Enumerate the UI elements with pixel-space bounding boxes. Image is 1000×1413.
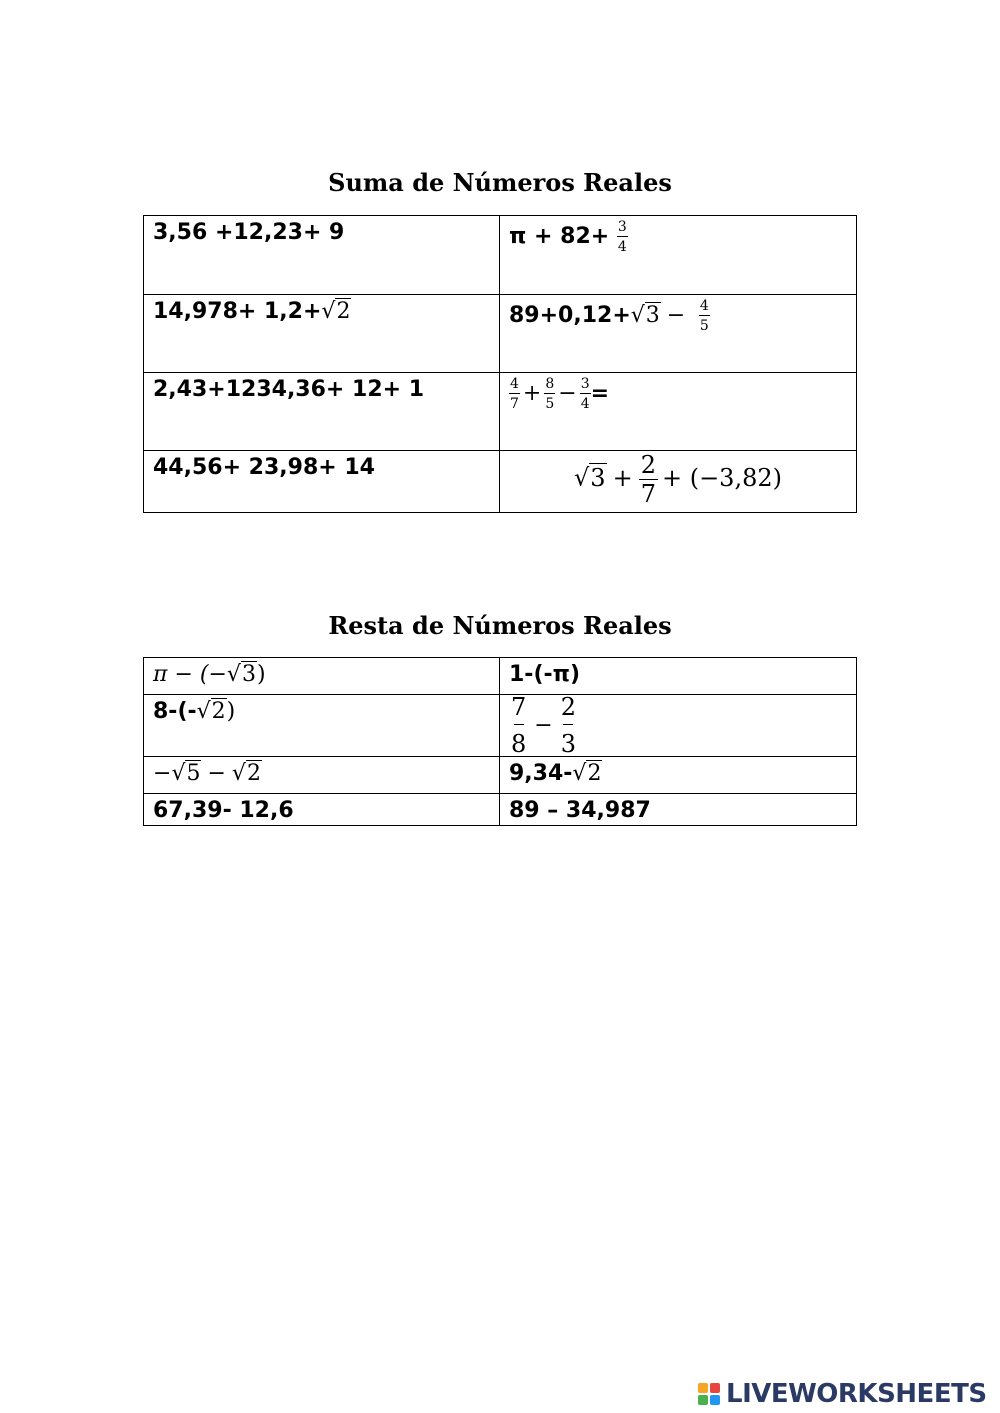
logo-square — [710, 1383, 720, 1393]
resta-cell-4a: 67,39- 12,6 — [144, 794, 500, 826]
suma-cell-3a: 2,43+1234,36+ 12+ 1 — [144, 373, 500, 451]
fraction: $\frac{4}{7}$ — [510, 376, 519, 412]
logo-square — [710, 1395, 720, 1405]
table-row — [144, 757, 857, 794]
logo-text: LIVEWORKSHEETS — [726, 1379, 987, 1409]
sqrt-symbol: √2 — [196, 699, 226, 724]
suma-cell-4b: √3 + $\frac{2}{7}$ + (−3,82) — [500, 451, 857, 513]
logo-square — [698, 1395, 708, 1405]
suma-cell-2a: 14,978+ 1,2+√2 — [144, 295, 500, 373]
fraction: $\frac{3}{4}$ — [617, 219, 627, 255]
table-row — [144, 216, 857, 295]
resta-cell-1a: π − (−√3) — [144, 658, 500, 695]
resta-cell-3b: 9,34-√2 — [500, 757, 857, 794]
resta-table — [143, 657, 857, 826]
table-row — [144, 451, 857, 513]
fraction: $\frac{7}{8}$ — [511, 694, 527, 757]
sqrt-symbol: √3 — [226, 662, 256, 687]
sqrt-symbol: √2 — [572, 761, 602, 786]
table-row — [144, 658, 857, 695]
table-row — [144, 794, 857, 826]
sqrt-symbol: √5 — [171, 761, 201, 786]
sqrt-symbol: √3 — [574, 463, 606, 492]
resta-cell-1b: 1-(-π) — [500, 658, 857, 695]
suma-cell-3b: $\frac{4}{7}$ + $\frac{8}{5}$ − $\frac{3}{4}$ = — [500, 373, 857, 451]
suma-cell-2b: 89+0,12+√3 − $\frac{4}{5}$ — [500, 295, 857, 373]
fraction: $\frac{3}{4}$ — [580, 376, 590, 412]
suma-cell-1b: π + 82+ $\frac{3}{4}$ — [500, 216, 857, 295]
logo-square — [698, 1383, 708, 1393]
sqrt-symbol: √2 — [231, 761, 261, 786]
table-row — [144, 295, 857, 373]
fraction: $\frac{4}{5}$ — [699, 298, 709, 334]
sqrt-symbol: √3 — [630, 303, 660, 328]
suma-table — [143, 215, 857, 513]
resta-cell-2a: 8-(-√2) — [144, 695, 500, 757]
fraction: $\frac{8}{5}$ — [545, 376, 555, 412]
suma-cell-4a: 44,56+ 23,98+ 14 — [144, 451, 500, 513]
resta-cell-4b: 89 – 34,987 — [500, 794, 857, 826]
sqrt-symbol: √2 — [321, 299, 351, 324]
fraction: $\frac{2}{7}$ — [640, 451, 656, 508]
resta-cell-2b: $\frac{7}{8}$ − $\frac{2}{3}$ — [500, 695, 857, 757]
liveworksheets-logo — [698, 1380, 987, 1408]
table-row — [144, 695, 857, 757]
fraction: $\frac{2}{3}$ — [560, 694, 576, 757]
logo-mark-icon — [698, 1383, 720, 1405]
section-title-suma: Suma de Números Reales — [328, 168, 672, 197]
section-title-resta: Resta de Números Reales — [328, 611, 672, 640]
table-row — [144, 373, 857, 451]
suma-cell-1a: 3,56 +12,23+ 9 — [144, 216, 500, 295]
resta-cell-3a: −√5 − √2 — [144, 757, 500, 794]
